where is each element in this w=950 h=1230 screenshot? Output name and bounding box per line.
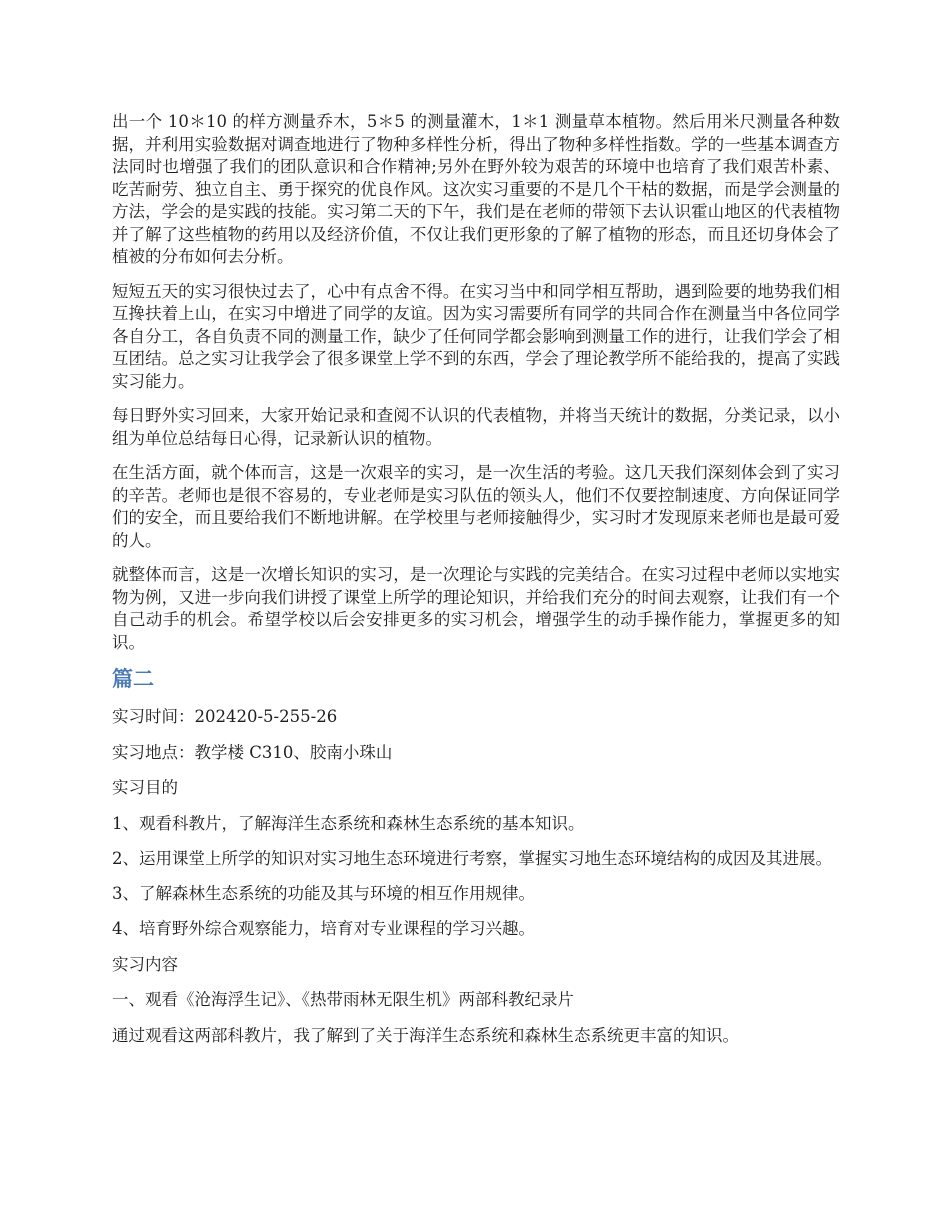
body-paragraph: 短短五天的实习很快过去了，心中有点舍不得。在实习当中和同学相互帮助，遇到险要的地势我们相互搀扶着上山，在实习中增进了同学的友谊。因为实习需要所有同学的共同合作在测量当中各位同学各自分工，各自负责不同的测量工作，缺少了任何同学都会影响到测量工作的进行，让我们学会了相互团结。总之实习让我学会了很多课堂上学不到的东西，学会了理论教学所不能给我的，提高了实践实习能力。 (112, 281, 840, 391)
body-paragraph: 通过观看这两部科教片，我了解到了关于海洋生态系统和森林生态系统更丰富的知识。 (112, 1025, 739, 1045)
internship-content-heading: 实习内容 (112, 954, 178, 974)
purpose-item: 3、了解森林生态系统的功能及其与环境的相互作用规律。 (112, 883, 535, 903)
purpose-item: 4、培育野外综合观察能力，培育对专业课程的学习兴趣。 (112, 919, 535, 938)
internship-purpose-heading: 实习目的 (112, 778, 178, 797)
body-paragraph: 每日野外实习回来，大家开始记录和查阅不认识的代表植物，并将当天统计的数据，分类记录，以小组为单位总结每日心得，记录新认识的植物。 (112, 406, 840, 448)
internship-time: 实习时间：202420-5-255-26 (112, 707, 338, 726)
section-heading: 篇二 (112, 667, 154, 691)
content-subheading: 一、观看《沧海浮生记》、《热带雨林无限生机》两部科教纪录片 (112, 990, 574, 1009)
purpose-item: 2、运用课堂上所学的知识对实习地生态环境进行考察，掌握实习地生态环境结构的成因及其进展。 (112, 849, 832, 868)
internship-location: 实习地点：教学楼 C310、胶南小珠山 (112, 742, 393, 762)
body-paragraph: 在生活方面，就个体而言，这是一次艰辛的实习，是一次生活的考验。这几天我们深刻体会到了实习的辛苦。老师也是很不容易的，专业老师是实习队伍的领头人，他们不仅要控制速度、方向保证同学们的安全，而且要给我们不断地讲解。在学校里与老师接触得少，实习时才发现原来老师也是最可爱的人。 (112, 463, 840, 550)
body-paragraph: 就整体而言，这是一次增长知识的实习，是一次理论与实践的完美结合。在实习过程中老师以实地实物为例，又进一步向我们讲授了课堂上所学的理论知识，并给我们充分的时间去观察，让我们有一个自己动手的机会。希望学校以后会安排更多的实习机会，增强学生的动手操作能力，掌握更多的知识。 (112, 565, 840, 652)
body-paragraph: 出一个 10＊10 的样方测量乔木，5＊5 的测量灌木，1＊1 测量草本植物。然后用米尺测量各种数据，并利用实验数据对调查地进行了物种多样性分析，得出了物种多样性指数。学的一些基本调查方法同时也增强了我们的团队意识和合作精神;另外在野外较为艰苦的环境中也培育了我们艰苦朴素、吃苦耐劳、独立自主、勇于探究的优良作风。这次实习重要的不是几个干枯的数据，而是学会测量的方法，学会的是实践的技能。实习第二天的下午，我们是在老师的带领下去认识霍山地区的代表植物并了解了这些植物的药用以及经济价值，不仅让我们更形象的了解了植物的形态，而且还切身体会了植被的分布如何去分析。 (112, 112, 840, 266)
document-page (112, 111, 840, 1060)
purpose-item: 1、观看科教片，了解海洋生态系统和森林生态系统的基本知识。 (112, 813, 585, 833)
